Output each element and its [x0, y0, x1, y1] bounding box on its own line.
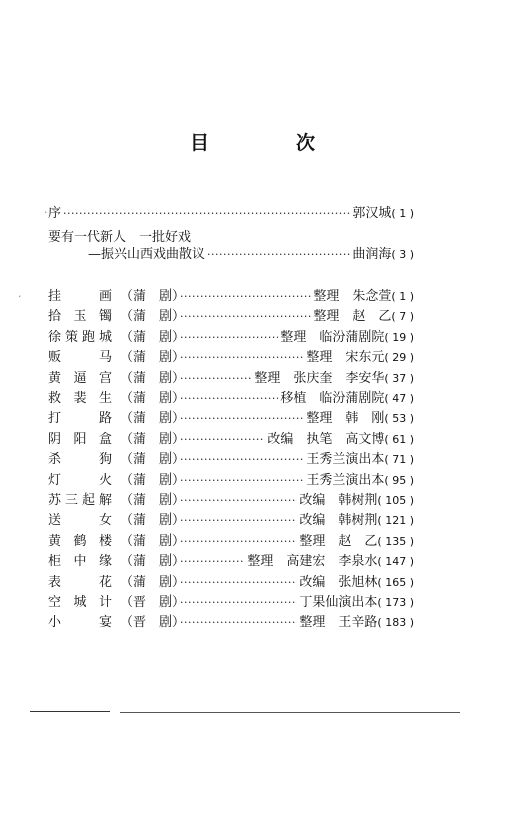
toc-page-number: ( 47 ) — [384, 392, 414, 405]
toc-title: 杀 狗 — [48, 452, 112, 468]
toc-page-number: ( 3 ) — [391, 248, 414, 261]
divider — [30, 711, 110, 712]
toc-page-number: ( 1 ) — [391, 290, 414, 303]
leader-dots — [180, 290, 311, 303]
toc-line — [48, 428, 414, 448]
toc-byline: 移植 临汾蒲剧院 — [280, 391, 385, 406]
toc-genre: （蒲 剧） — [120, 452, 186, 468]
toc-genre: （蒲 剧） — [120, 533, 186, 549]
leader-dots — [180, 576, 297, 589]
toc-genre: （晋 剧） — [120, 595, 186, 610]
toc-genre: （蒲 剧） — [120, 554, 186, 570]
toc-line — [48, 202, 414, 222]
toc-title: 黄鹤楼 — [48, 533, 112, 549]
toc-byline: 改编 执笔 高文博 — [267, 431, 385, 447]
toc-byline: 整理 朱念萱 — [313, 289, 392, 304]
toc-title: 挂 画 — [48, 289, 112, 304]
leader-dots — [63, 207, 350, 220]
toc-title: 苏三起解 — [48, 493, 112, 508]
leader-dots — [207, 248, 350, 261]
toc-page-number: ( 135 ) — [377, 534, 414, 548]
toc-byline: 郭汉城 — [352, 206, 392, 221]
toc-title: 小 宴 — [48, 615, 112, 631]
toc-byline: 改编 张旭林 — [299, 574, 378, 590]
toc-title: 阴阳盒 — [48, 431, 112, 447]
toc-byline: 改编 韩树荆 — [299, 493, 378, 508]
toc-page-number: ( 1 ) — [391, 207, 414, 220]
toc-title: 打 路 — [48, 411, 112, 427]
toc-title: 黄逼宫 — [48, 370, 112, 386]
leader-dots — [180, 596, 297, 609]
toc-page-number: ( 61 ) — [384, 432, 414, 446]
toc-page-number: ( 105 ) — [377, 494, 414, 507]
toc-page-number: ( 29 ) — [384, 351, 414, 365]
toc-page-number: ( 37 ) — [384, 371, 414, 385]
leader-dots — [180, 331, 278, 344]
toc-byline: 整理 宋东元 — [306, 350, 385, 366]
divider — [120, 712, 460, 713]
toc-line — [48, 326, 414, 346]
toc-title: 送 女 — [48, 513, 112, 529]
leader-dots — [180, 412, 304, 425]
leader-dots — [180, 514, 297, 527]
toc-byline: 整理 赵 乙 — [299, 533, 378, 549]
leader-dots — [180, 616, 297, 629]
toc-page-number: ( 95 ) — [384, 473, 414, 487]
toc-page-number: ( 165 ) — [377, 575, 414, 589]
toc-page-number: ( 173 ) — [377, 596, 414, 609]
toc-byline: 王秀兰演出本 — [306, 472, 385, 488]
toc-line — [48, 611, 414, 631]
leader-dots — [180, 494, 297, 507]
toc-byline: 整理 赵 乙 — [313, 309, 392, 325]
toc-title: 要有一代新人 一批好戏 — [48, 230, 192, 245]
toc-title: 表 花 — [48, 574, 112, 590]
toc-line — [48, 489, 414, 509]
toc-page-number: ( 147 ) — [377, 555, 414, 569]
toc-byline: 王秀兰演出本 — [306, 452, 385, 468]
toc-page-number: ( 71 ) — [384, 453, 414, 467]
toc-title: 序 — [48, 206, 62, 221]
leader-dots — [180, 535, 297, 548]
toc-title: 灯 火 — [48, 472, 112, 488]
toc-line — [48, 509, 414, 529]
toc-line — [48, 530, 414, 550]
toc-title: 空城计 — [48, 595, 112, 610]
toc-title: 徐策跑城 — [48, 329, 112, 345]
leader-dots — [180, 433, 265, 446]
toc-genre: （蒲 剧） — [120, 513, 186, 529]
toc-line — [48, 407, 414, 427]
toc-genre: （蒲 剧） — [120, 309, 186, 325]
toc-title: 拾玉镯 — [48, 309, 112, 325]
leader-dots — [180, 474, 304, 487]
scan-mark: · — [18, 290, 22, 303]
scan-mark: · — [44, 206, 48, 219]
toc-title: 救裴生 — [48, 391, 112, 406]
toc-genre: （蒲 剧） — [120, 289, 186, 304]
toc-line — [48, 550, 414, 570]
toc-line — [48, 346, 414, 366]
toc-genre: （蒲 剧） — [120, 391, 186, 406]
toc-genre: （蒲 剧） — [120, 431, 186, 447]
leader-dots — [180, 372, 252, 385]
toc-byline: 丁果仙演出本 — [299, 595, 378, 610]
toc-title: 贩 马 — [48, 350, 112, 366]
toc-genre: （蒲 剧） — [120, 329, 186, 345]
leader-dots — [180, 351, 304, 364]
toc-line — [88, 243, 414, 263]
toc-genre: （蒲 剧） — [120, 493, 186, 508]
toc-byline: 整理 高建宏 李泉水 — [247, 554, 378, 570]
toc-title: —振兴山西戏曲散议 — [88, 247, 206, 262]
toc-genre: （蒲 剧） — [120, 350, 186, 366]
toc-genre: （蒲 剧） — [120, 411, 186, 427]
toc-page-number: ( 7 ) — [391, 310, 414, 324]
toc-page-number: ( 183 ) — [377, 616, 414, 630]
toc-genre: （蒲 剧） — [120, 472, 186, 488]
toc-line — [48, 571, 414, 591]
toc-page-number: ( 121 ) — [377, 514, 414, 528]
toc-byline: 改编 韩树荆 — [299, 513, 378, 529]
toc-line — [48, 305, 414, 325]
leader-dots — [180, 310, 311, 323]
toc-line — [48, 387, 414, 407]
leader-dots — [180, 392, 278, 405]
page-title: 目 次 — [189, 132, 349, 154]
toc-page-number: ( 53 ) — [384, 412, 414, 426]
toc-byline: 曲润海 — [352, 247, 392, 262]
toc-line — [48, 367, 414, 387]
toc-line — [48, 469, 414, 489]
toc-line — [48, 591, 414, 611]
toc-byline: 整理 韩 刚 — [306, 411, 385, 427]
leader-dots — [180, 453, 304, 466]
toc-page-number: ( 19 ) — [384, 330, 414, 344]
toc-genre: （蒲 剧） — [120, 370, 186, 386]
toc-title: 柜中缘 — [48, 554, 112, 570]
toc-genre: （晋 剧） — [120, 615, 186, 631]
leader-dots — [180, 555, 245, 568]
toc-genre: （蒲 剧） — [120, 574, 186, 590]
toc-line — [48, 285, 414, 305]
toc-byline: 整理 张庆奎 李安华 — [254, 370, 385, 386]
toc-byline: 整理 临汾蒲剧院 — [280, 329, 385, 345]
toc-byline: 整理 王辛路 — [299, 615, 378, 631]
toc-line — [48, 448, 414, 468]
